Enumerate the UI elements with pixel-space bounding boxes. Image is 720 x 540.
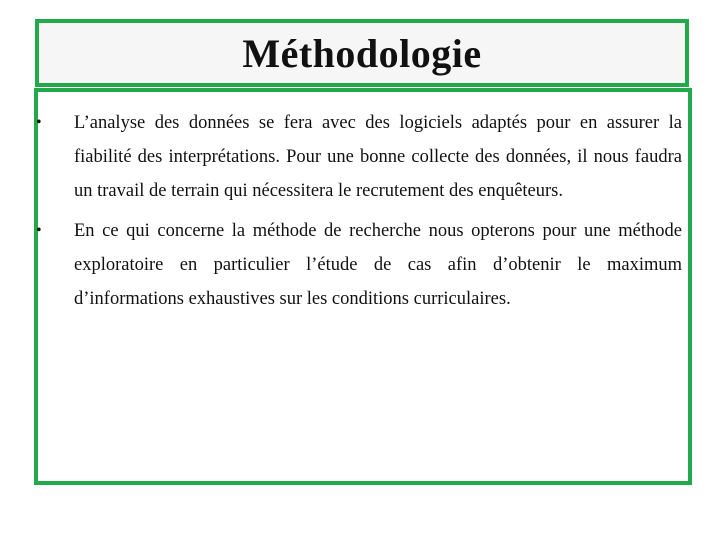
content-box [34,88,692,485]
bullet-list [38,106,688,322]
title-box [35,19,689,87]
bullet-text: En ce qui concerne la méthode de recherche nous opterons pour une méthode exploratoire en particulier l’étude de cas afin d’obtenir le maximum d’informations exhaustives sur les conditions curriculaires. [74,221,682,309]
slide-title: Méthodologie [242,31,482,76]
bullet-item-analysis [38,106,688,208]
bullet-marker: • [36,114,42,131]
bullet-item-method [38,214,688,316]
bullet-text: L’analyse des données se fera avec des logiciels adaptés pour en assurer la fiabilité des interprétations. Pour une bonne collecte des données, il nous faudra un travail de terrain qui nécessitera le recrutement des enquêteurs. [74,113,682,201]
bullet-marker: • [36,222,42,239]
